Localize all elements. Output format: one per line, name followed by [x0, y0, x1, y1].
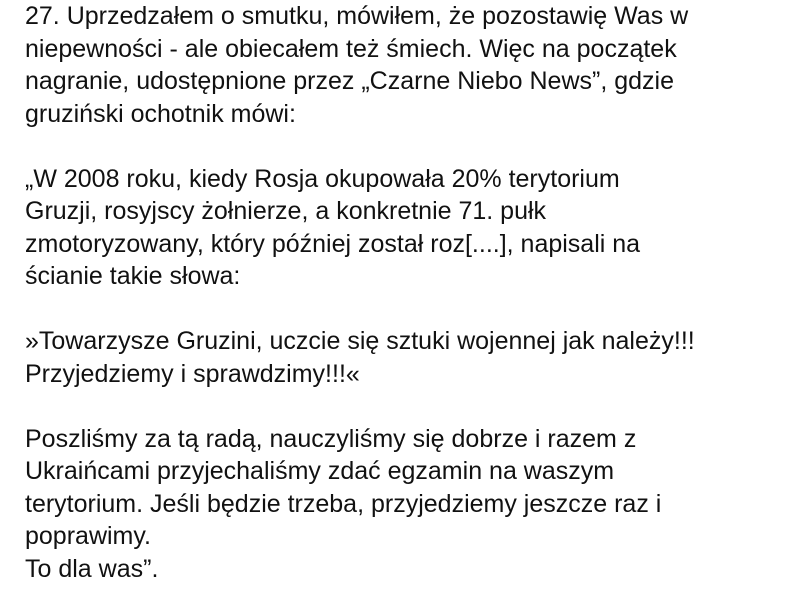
text-line: niepewności - ale obiecałem też śmiech. Więc na początek: [25, 34, 677, 63]
text-line: To dla was”.: [25, 554, 159, 583]
text-line: »Towarzysze Gruzini, uczcie się sztuki wojennej jak należy!!!: [25, 327, 695, 355]
text-line: Przyjedziemy i sprawdzimy!!!«: [25, 359, 360, 388]
paragraph-spacer: [25, 390, 788, 423]
paragraph-intro: [25, 0, 788, 130]
text-line: zmotoryzowany, który później został roz[....], napisali na: [25, 229, 641, 258]
text-line: poprawimy.: [25, 522, 151, 550]
text-line: Poszliśmy za tą radą, nauczyliśmy się dobrze i razem z: [25, 424, 637, 453]
text-line: 27. Uprzedzałem o smutku, mówiłem, że pozostawię Was w: [25, 2, 689, 30]
text-line: Ukraińcami przyjechaliśmy zdać egzamin na waszym: [25, 457, 615, 485]
paragraph-response: [25, 423, 788, 586]
text-line: terytorium. Jeśli będzie trzeba, przyjedziemy jeszcze raz i: [25, 489, 662, 518]
paragraph-spacer: [25, 130, 788, 163]
text-line: ścianie takie słowa:: [25, 262, 241, 290]
paragraph-quote-start: [25, 163, 788, 293]
text-line: Gruzji, rosyjscy żołnierze, a konkretnie 71. pułk: [25, 197, 547, 225]
text-line: nagranie, udostępnione przez „Czarne Niebo News”, gdzie: [25, 67, 674, 95]
text-line: gruziński ochotnik mówi:: [25, 99, 296, 128]
paragraph-inscription: [25, 325, 788, 390]
text-line: „W 2008 roku, kiedy Rosja okupowała 20% terytorium: [25, 164, 620, 193]
paragraph-spacer: [25, 293, 788, 326]
